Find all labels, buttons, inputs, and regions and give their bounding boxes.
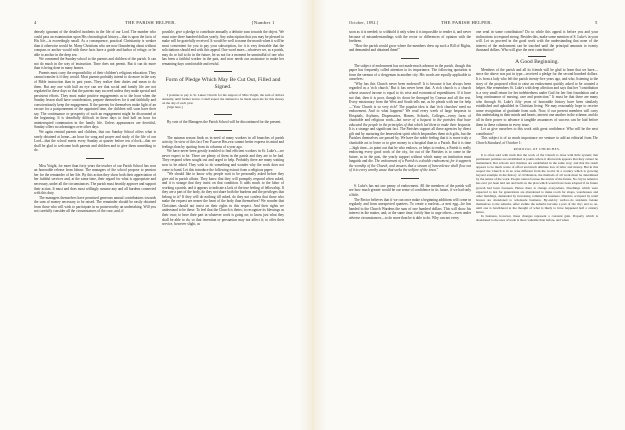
text-run: ": [436, 168, 439, 173]
sign-here: [Sign here.]: [167, 105, 183, 110]
text-run: This subject is of so much importance we venture to add an editorial from: [481, 136, 593, 141]
page-number-left: 4: [34, 20, 37, 25]
page-number-right: 5: [595, 20, 598, 25]
paragraph: [349, 82, 471, 173]
section-divider: [528, 56, 546, 57]
italic-text: assured income: [359, 91, 383, 96]
issue-number: [Number 1: [252, 20, 275, 25]
pledge-heading: Form of Pledge Which May Be Cut Out, Filled and Signed.: [165, 77, 281, 90]
section-divider: [86, 158, 104, 159]
right-column-1: [349, 30, 471, 220]
running-title-left: THE PARISH HELPER.: [125, 20, 177, 25]
text-run: cannot better express its mind and feelings than by quoting from its columns of a year ago.: [162, 140, 284, 149]
text-run: It is a strange and significant fact. The Parishes support all these agencies by direct gift and by nurturing the benevolent spirit which bequeathes them rich gifts, but the Parishes themselves are passed by. We have the noble feeling that it is more truly a charitable act to leave or to give money to a hospital than to a Parish. But it is time—high time—to point out that he who endows, or helps to endow, a Parish is really endowing every good work of the city, for out of the Parishes is to come in the future, as in the past, the yearly support without which many an institution must languish and die.: [349, 127, 471, 164]
paragraph: [162, 136, 284, 150]
paragraph: We have never been greatly troubled to find efficient workers in St. Luke's—we never expect to be. There are plenty of them in the parish and they are to be had. They respond when sought out and urged to help. Probably there are many waiting now to be asked. They wish to do something and wonder why the work does not come to hand. Let this introduce the following extract from a religious paper:: [162, 149, 284, 172]
left-column-1: [34, 30, 156, 214]
right-page: [313, 0, 625, 430]
issue-date: October, 1892.]: [349, 20, 379, 25]
section-divider: [401, 58, 419, 59]
text-run: "Why has this Church never been endowed? It is because it has always been regarded as a 'rich church.' But it has never been that. A rich church is a church whose: [349, 81, 471, 96]
paragraph: By vote of the Managers the Parish School will be discontinued for the present.: [167, 120, 282, 125]
text-run: , of October 1:: [500, 140, 522, 145]
section-divider: [214, 130, 232, 131]
italic-text: The Church Standard: [476, 136, 598, 145]
paragraph: In business, however, these changes represent a constant gain. Property which is abandoned to the uses of trade is more valuable than before, and when: [476, 214, 598, 223]
good-beginning-heading: A Good Beginning.: [515, 58, 559, 65]
paragraph: Let us give ourselves to this work with great confidence. Who will be the next contributor?: [476, 127, 598, 136]
left-column-2: [162, 30, 284, 227]
book-gutter: [300, 0, 326, 430]
publication-name: The Parish Helper: [202, 140, 234, 145]
paragraph: Members of the parish and all its friends will be glad to learn that we have—since the above was put in type—received a pledge for the second hundred dollars. It is from a lady who left the parish twenty-five years ago, and who, listening to the story of the proposed effort to raise an endowment quickly asked to be counted a helper. She remembers St. Luke's with deep affection and says that her "contribution is a very small return for her indebtedness under God for her first foundation and a long continuance of nursing, care and protection." It must be that there are many who through St. Luke's fifty years of honorable history have been similarly established and upbuilded in Christian living. We may reasonably hope to receive some recognition of gratitude from such. Now, if our present members will carry this undertaking in their minds and hearts, interest one another in the scheme, and do all in their power to advance it tangible assurances of success can be laid before them in these columns in every issue.: [476, 67, 598, 127]
italic-text: but never of a bequest to the parishes that have educated the people in the principles of that which led them to make their bequests.: [349, 118, 471, 127]
paragraph: one send in some contribution? Do so while this appeal is before you and your inclinations to respond strong. Besides this, make some mention of S. Luke's in your will. Let us proceed in the good work with the understanding that none of the interest of the endowment can be touched until the principal amounts to twenty thousand dollars. Who will give the next contribution?: [476, 30, 598, 53]
paragraph: The managers themselves have promised generous annual contributions towards the sum of money necessary to be raised. The remainder should be easily obtained from those who will wish to participate in so praiseworthy an undertaking. Will you not carefully consider all the circumstances of the case, and, if: [34, 195, 156, 214]
paragraph: We again remind parents and children, that our Sunday School offers what is rarely obtained at home—an hour for song and prayer and study of the life of our Lord—that the school meets every Sunday at quarter before ten o'clock—that we shall be glad to welcome both parents and children and to give them something to do.: [34, 130, 156, 153]
paragraph: possible, give a pledge to contribute annually a definite sum towards the object. We must raise three hundred dollars yearly. Any subscription that you may be pleased to make will be gratefully received. It would be well to name the month when it will be most convenient for you to pay your subscription, for it is very desirable that the solicitations should end with this appeal. One word more—whatever we, as a parish, may do or fail to do in the future, let us not for a moment be unmindful of one who has been a faithful worker in the past, and now needs our assistance to make her remaining days comfortable and restful.: [162, 30, 284, 66]
paragraph: S. Luke's has not one penny of endowment. All the members of the parish will see how much greater would be our sense of confidence in its future, if we had only a little.: [349, 183, 471, 197]
paragraph: Parents must carry the responsibility of their children's religious education. They cannot transfer it if they would. Most parents probably intend to do more in the way of Bible instruction than in past years. They realize their duties and mean to do them. But any one with half an eye can see that social and family life are not regulated in these days so that the parents may succeed unless they make special and persistent efforts. They must make positive engagements as to the hour when the Sunday lesson shall have consideration, prepare themselves for it and faithfully and conscientiously keep the engagement. If the parents for themselves make light of an excuse for a postponement of the appointed time, the children will soon have their say. The continuance or prosperity of such an engagement might be discounted at the beginning. It is dreadfully difficult in these days to find half an hour for uninterrupted communion in the family life. Unless appearances are deceitful, Sunday offers no advantages over other days.: [34, 70, 156, 130]
section-divider: [214, 71, 232, 72]
paragraph: "How the parish would grow where the members drew up such a Bill of Rights, and demanded and obtained them!": [349, 43, 471, 53]
right-column-2: [476, 30, 598, 222]
paragraph: soon as it is needed; to withhold it only when it is impossible to render it, and never because of misunderstandings with the rector or differences of opinion with the brethren.: [349, 30, 471, 44]
section-divider: [401, 178, 419, 179]
italic-text: The endowment of a Parish is a double endowment, for it supports the worship of the Church, and ensures that a stream of benevolence shall flow out of it to every worthy cause that seeks the welfare of the town.: [349, 159, 471, 173]
paragraph: The subject of endowment has not made much advance in the parish, though this paper has frequently called attention to its importance. The following quotation is from the sermon of a clergyman in another city. His words are equally applicable to ourselves:: [349, 63, 471, 82]
paragraph: "We should like to know why people wait to be personally asked before they give aid in parish affairs. They know that they will promptly respond when asked, and it is strange that they insist on that condition. It adds much to the labor of working a parish, and it appears to indicate a lack of the true feeling of fellowship. If they are a part of the body, do they not share both the burdens and the privileges that belong to it? If they will do nothing till asked, do they not confess that those who make the request are nearer the heart of the body than themselves? We wonder that Christians should not insist on their rights in this respect. And their rights we understand to be these: To feel that the Church is theirs; to recognize its blessings as their own; to have their part in whatever work is going on; to know just what they shall be able to do, so that invention or persuasion may not affect it; to offer their service, however slight, as: [162, 172, 284, 227]
paragraph: It is often said with truth that the work of the Church is done with little system; that permanent parishes are established at points where it afterwards appears that they cannot be maintained; that schools and charities are established in the same way; and that the result appears to be much waste of effort and much ultimate loss of labor and money. But in this respect the Church is in no wise different from the world. In a country which is growing beyond example in the history of civilization, the methods of all work must be determined by the nature of the work. People cannot foresee the events of the future. No city in America has ever yet been laid out and built on the plan which would have been adopted if its future growth had been foreseen. Hence there is change everywhere. Dwellings which were expected to last for generations are abandoned to make room for shops, warehouses and other buildings, demanded by increasing commercial business. Districts occupied by retail houses are abandoned to wholesale business. By-and-by well-to-do residents betake themselves to the suburbs. After awhile the suburbs become a part of the city; and so on, until one is bewildered at the thought of what is likely to have happened half a century hence.: [476, 152, 598, 215]
paragraph: Miss Voight, for more than forty years the teacher of our Parish School has won an honorable release from labour. The managers of the school propose to pension her for the remainder of her life. By this action they show both their appreciation of her faithful services and, at the same time, their regard for what is appropriate and necessary, under all the circumstances. The parish must heartily approve and support their action. It must and does most willingly assume any and all burdens connected with this duty.: [34, 163, 156, 196]
paragraph: The Rector believes that if we can once make a beginning additions will come in regularly and from unexpected quarters. To create a nucleus—a nest egg—he has handed to the Church Wardens the sum of one hundred dollars. This will show his interest in the matter, and, at the same time, fortify him to urge others—even under adverse circumstances—to do more than he is able to do. Why can not every: [349, 197, 471, 220]
paragraph: [476, 136, 598, 145]
paragraph: We commend the Sunday-school to the parents and children of the parish. It can not do much in the way of instruction. Time does not permit. But it can do more than is being done in many homes.: [34, 57, 156, 71]
removal-heading: REMOVAL OF CHURCHES.: [513, 147, 561, 152]
pledge-text: I promise to pay to St. Lukes' Church for the support of Miss Voight, the sum of dollars annually, until further notice. I shall expect the demand to be made upon me for this money on the day of each year.: [162, 92, 284, 105]
paragraph: densely ignorant of the detailed incidents in the life of our Lord. The number who could pass an examination upon His chronological history—that is upon the facts of His life—is exceedingly small. As a consequence, practical Christianity is weaker than it otherwise would be. Many Christians who are now floundering about without compass or anchor would with these facts have a guide and harbor of refuge, or be able to anchor in the deep sea.: [34, 30, 156, 57]
section-divider: [214, 114, 232, 115]
text-run: is equal to its wise and economical expenditures. If it have not that, then it is poor, though its doors be thronged by Crœsus and all the rest. Every missionary from the West and South tells me, as he pleads with me for help—'Your Church is so very rich!' The popular idea is that 'rich churches' need no endowment. And to what happens? We read every week of large bequests to Hospitals, Asylums, Dispensaries, Homes, Schools, Colleges—every form of charitable and religious work—: [349, 91, 471, 123]
running-title-right: THE PARISH HELPER.: [441, 20, 493, 25]
text-run: The autumn season finds us in need of many workers in all branches of parish activity. In view of this fact: [162, 135, 284, 145]
left-page: [0, 0, 312, 430]
